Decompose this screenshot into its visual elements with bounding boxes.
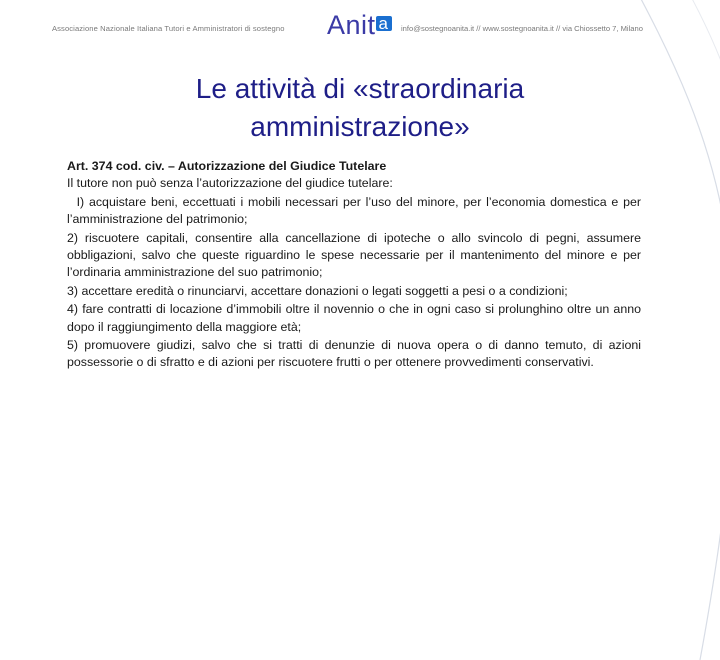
intro-text: Il tutore non può senza l’autorizzazione del giudice tutelare: — [67, 176, 393, 191]
slide-title-line-1: Le attività di «straordinaria — [195, 73, 525, 104]
header-bar — [0, 0, 720, 60]
logo-last-letter: a — [378, 14, 388, 32]
list-item: 5) promuovere giudizi, salvo che si tratti di denunzie di nuova opera o di danno temuto, di azioni possessorie o di sfratto e di azioni per riscuotere frutti o per ottenere provvedimenti conservativi. — [67, 338, 641, 370]
slide-title-line-2: amministrazione» — [250, 111, 470, 142]
list-item: 2) riscuotere capitali, consentire alla cancellazione di ipoteche o allo svincolo di pegni, assumere obbligazioni, salvo che queste riguardino le spese necessarie per il mantenimento del minore e per l’ordinaria amministrazione del suo patrimonio; — [67, 230, 641, 280]
logo-a-icon — [376, 12, 392, 34]
logo-text: Anit — [327, 10, 376, 40]
slide-title — [120, 70, 600, 146]
article-heading: Art. 374 cod. civ. – Autorizzazione del Giudice Tutelare — [67, 159, 387, 173]
list-item: 3) accettare eredità o rinunciarvi, accettare donazioni o legati soggetti a pesi o a condizioni; — [67, 283, 568, 298]
contact-info: info@sostegnoanita.it // www.sostegnoanita.it // via Chiossetto 7, Milano — [401, 24, 643, 33]
organization-name: Associazione Nazionale Italiana Tutori e Amministratori di sostegno — [52, 24, 285, 33]
list-item: 4) fare contratti di locazione d’immobili oltre il novennio o che in ogni caso si prolunghino oltre un anno dopo il raggiungimento della maggiore età; — [67, 302, 641, 334]
slide-body — [67, 158, 645, 372]
list-item: I) acquistare beni, eccettuati i mobili necessari per l’uso del minore, per l’economia domestica e per l’amministrazione del patrimonio; — [67, 194, 645, 227]
anita-logo — [327, 10, 392, 42]
